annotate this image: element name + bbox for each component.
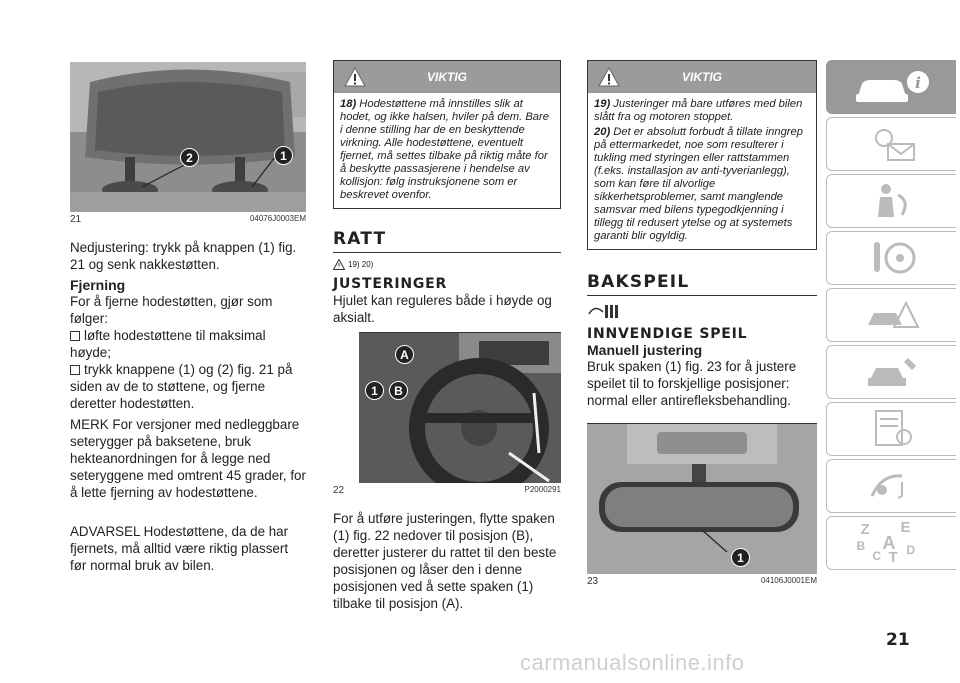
warning-body-19: Justeringer må bare utføres med bilen slått fra og motoren stoppet. xyxy=(594,98,803,123)
warning-triangle-icon xyxy=(333,259,345,270)
index-letter: B xyxy=(856,539,866,553)
paragraph-bruk-spaken: Bruk spaken (1) fig. 23 for å justere speilet til to forskjellige posisjoner: normal eller antirefleksbehandling. xyxy=(587,359,797,408)
figure-22-caption xyxy=(333,485,561,496)
warning-box-18 xyxy=(333,60,561,209)
sidebar-tab-car-info[interactable] xyxy=(826,60,956,114)
emergency-icon xyxy=(862,295,922,335)
warning-title: VIKTIG xyxy=(681,70,722,84)
callout-1: 1 xyxy=(731,548,750,567)
figure-number: 21 xyxy=(70,214,82,225)
bullet-item-2: trykk knappene (1) og (2) fig. 21 på siden av de to støttene, og fjerne deretter hodestøtten. xyxy=(70,361,306,412)
paragraph-hjulet: Hjulet kan reguleres både i høyde og aksialt. xyxy=(333,293,552,325)
paragraph-fjerning: For å fjerne hodestøtten, gjør som følger: xyxy=(70,294,273,326)
column-2 xyxy=(333,0,561,612)
figure-23-caption xyxy=(587,576,817,587)
warning-text xyxy=(334,93,560,208)
warning-triangle-icon xyxy=(344,67,366,87)
warning-number: 20) xyxy=(594,126,611,138)
warning-body-20: Det er absolutt forbudt å tillate inngrep på ettermarkedet, noe som resulterer i tukling med styringen eller rattstammen (f.eks. installasjon av anti-tyverianlegg), som kan føre til alvorlige sikkerhetsproblemer, samt manglende samsvar med bilens typegodkjenning i tillegg til redusert ytelse og at systemets garanti blir ogyldig. xyxy=(594,126,803,242)
sidebar-tab-maintenance[interactable] xyxy=(826,345,956,399)
callout-A: A xyxy=(395,345,414,364)
sidebar-tab-technical-data[interactable] xyxy=(826,402,956,456)
sidebar-tab-emergency[interactable] xyxy=(826,288,956,342)
heading-fjerning: Fjerning xyxy=(70,277,126,293)
sidebar-tab-multimedia[interactable] xyxy=(826,459,956,513)
figure-code: 04076J0003EM xyxy=(249,214,306,223)
figure-21-caption xyxy=(70,214,306,225)
chapter-sidebar xyxy=(826,60,956,573)
index-icon xyxy=(857,521,927,565)
warning-number: 18) xyxy=(340,98,357,110)
svg-text:i: i xyxy=(914,74,921,92)
warning-lights-icon xyxy=(862,124,922,164)
watermark: carmanualsonline.info xyxy=(520,650,745,675)
index-letter: D xyxy=(906,543,916,557)
figure-number: 23 xyxy=(587,576,599,587)
multimedia-icon xyxy=(862,466,922,506)
heading-manuell-justering: Manuell justering xyxy=(587,342,703,358)
paragraph-justering: For å utføre justeringen, flytte spaken (1) fig. 22 nedover til posisjon (B), deretter justerer du rattet til den beste posisjonen og låser den i denne posisjonen ved å sette spaken (1) tilbake til posisjon (A). xyxy=(333,511,557,611)
subsection-innvendige-speil: INNVENDIGE SPEIL xyxy=(587,326,748,342)
callout-2: 2 xyxy=(180,148,199,167)
maintenance-icon xyxy=(862,352,922,392)
callout-1: 1 xyxy=(274,146,293,165)
figure-23-mirror xyxy=(587,423,817,574)
sidebar-tab-warning-lights[interactable] xyxy=(826,117,956,171)
page-number: 21 xyxy=(886,630,910,650)
warning-header xyxy=(588,61,816,93)
callout-B: B xyxy=(389,381,408,400)
reference-numbers: 19) 20) xyxy=(348,260,374,269)
sidebar-tab-index[interactable] xyxy=(826,516,956,570)
callout-1: 1 xyxy=(365,381,384,400)
figure-22-steering xyxy=(359,332,561,483)
car-info-icon xyxy=(852,66,932,108)
sidebar-tab-starting-driving[interactable] xyxy=(826,231,956,285)
mirror-illustration xyxy=(587,424,817,574)
index-letter: Z xyxy=(860,521,870,538)
key-steering-icon xyxy=(862,238,922,278)
paragraph-advarsel: ADVARSEL Hodestøttene, da de har fjernets, må alltid være riktig plassert før normal bruk av bilen. xyxy=(70,524,289,573)
index-letter: E xyxy=(900,519,911,536)
figure-21-headrest xyxy=(70,62,306,212)
section-title-ratt: RATT xyxy=(333,229,561,253)
paragraph-nedjustering: Nedjustering: trykk på knappen (1) fig. 21 og senk nakkestøtten. xyxy=(70,240,297,272)
subsection-justeringer: JUSTERINGER xyxy=(333,276,448,292)
warning-triangle-icon xyxy=(598,67,620,87)
reference-notes xyxy=(333,259,561,270)
figure-code: 04106J0001EM xyxy=(760,576,817,585)
mirror-symbol-icon xyxy=(587,302,817,320)
sidebar-tab-safety[interactable] xyxy=(826,174,956,228)
column-1 xyxy=(70,0,306,574)
warning-title: VIKTIG xyxy=(426,70,467,84)
warning-number: 19) xyxy=(594,98,611,110)
paragraph-merk: MERK For versjoner med nedleggbare seterygger på baksetene, bruk hekteanordningen for å legge ned seteryggene med omtrent 45 grader, for å lette fjerning av hodestøttene. xyxy=(70,417,306,500)
index-letter: C xyxy=(872,549,882,563)
column-3 xyxy=(587,0,817,587)
headrest-illustration xyxy=(70,62,306,212)
index-letter: A xyxy=(882,533,896,553)
figure-code: P2000291 xyxy=(524,485,561,494)
index-letter: T xyxy=(888,549,898,566)
warning-body: Hodestøttene må innstilles slik at hodet, og ikke halsen, hviler på dem. Bare i denne stilling har de en beskyttende virkning. Alle hodestøttene, eventuelt fjernet, må settes tilbake på riktig måte for å beskytte passasjerene i hendelse av kollisjon: følg instruksjonene som er beskrevet ovenfor. xyxy=(340,98,549,201)
steering-illustration xyxy=(359,333,561,483)
bullet-item-1: løfte hodestøttene til maksimal høyde; xyxy=(70,327,306,361)
warning-box-19-20 xyxy=(587,60,817,250)
section-title-bakspeil: BAKSPEIL xyxy=(587,272,817,296)
seatbelt-airbag-icon xyxy=(862,181,922,221)
figure-number: 22 xyxy=(333,485,345,496)
warning-header xyxy=(334,61,560,93)
warning-text xyxy=(588,93,816,249)
technical-data-icon xyxy=(862,409,922,449)
